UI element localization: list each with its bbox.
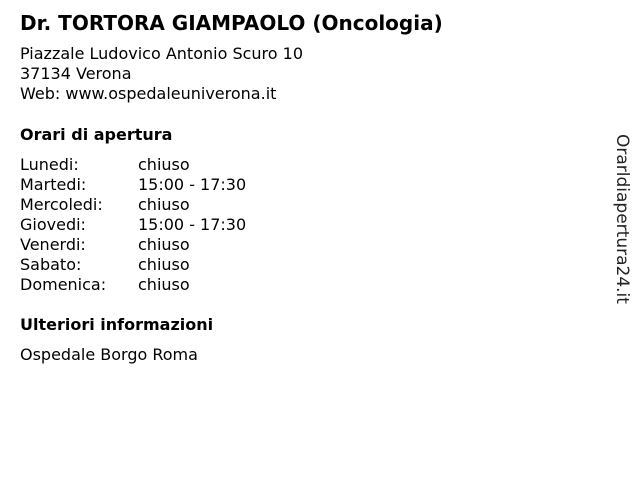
hours-row-monday xyxy=(20,155,600,175)
additional-info-heading: Ulteriori informazioni xyxy=(20,315,214,334)
business-card xyxy=(20,10,600,365)
hours-row-tuesday xyxy=(20,175,600,195)
day-label-sunday: Domenica: xyxy=(20,275,107,294)
day-label-monday: Lunedi: xyxy=(20,155,79,174)
hours-row-wednesday xyxy=(20,195,600,215)
day-label-wednesday: Mercoledi: xyxy=(20,195,103,214)
time-value-saturday: chiuso xyxy=(138,255,190,274)
hours-row-thursday xyxy=(20,215,600,235)
time-value-tuesday: 15:00 - 17:30 xyxy=(138,175,247,194)
website-text: Web: www.ospedaleuniverona.it xyxy=(20,84,277,103)
time-value-thursday: 15:00 - 17:30 xyxy=(138,215,247,234)
address-block xyxy=(20,44,600,104)
opening-hours-table xyxy=(20,155,600,295)
additional-info-text: Ospedale Borgo Roma xyxy=(20,345,198,364)
time-value-monday: chiuso xyxy=(138,155,190,174)
side-brand-watermark: Orarldiapertura24.it xyxy=(612,134,632,304)
day-label-saturday: Sabato: xyxy=(20,255,82,274)
street-address: Piazzale Ludovico Antonio Scuro 10 xyxy=(20,44,303,63)
hours-row-sunday xyxy=(20,275,600,295)
city-postal-code: 37134 Verona xyxy=(20,64,132,83)
day-label-friday: Venerdi: xyxy=(20,235,86,254)
day-label-thursday: Giovedi: xyxy=(20,215,86,234)
time-value-sunday: chiuso xyxy=(138,275,190,294)
page-title: Dr. TORTORA GIAMPAOLO (Oncologia) xyxy=(20,11,443,35)
time-value-wednesday: chiuso xyxy=(138,195,190,214)
hours-row-saturday xyxy=(20,255,600,275)
hours-row-friday xyxy=(20,235,600,255)
opening-hours-heading: Orari di apertura xyxy=(20,125,173,144)
time-value-friday: chiuso xyxy=(138,235,190,254)
day-label-tuesday: Martedi: xyxy=(20,175,87,194)
